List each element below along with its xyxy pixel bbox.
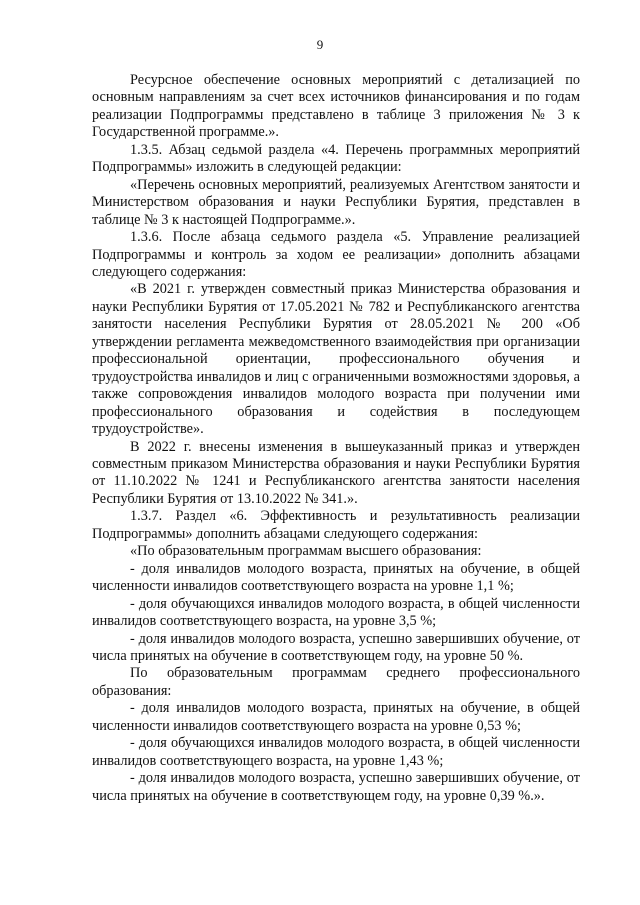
paragraph: Ресурсное обеспечение основных мероприятий с детализацией по основным направлениям за счет всех источников финансирования и по годам реализации Подпрограммы представлено в таблице 3 приложения № 3 к Государственной программе.». bbox=[92, 72, 580, 141]
list-item: - доля инвалидов молодого возраста, успешно завершивших обучение, от числа принятых на обучение в соответствующем году, на уровне 50 %. bbox=[92, 630, 580, 664]
paragraph: «В 2021 г. утвержден совместный приказ Министерства образования и науки Республики Бурятия от 17.05.2021 № 782 и Республиканского агентства занятости населения Республики Бурятия от 28.05.2021 № 200 «Об утверждении регламента межведомственного взаимодействия при организации профессиональной ориентации, профессионального обучения и трудоустройства инвалидов и лиц с ограниченными возможностями здоровья, а также сопровождения инвалидов молодого возраста при получении ими профессионального образования и содействия в последующем трудоустройстве». bbox=[92, 281, 580, 438]
list-item: - доля инвалидов молодого возраста, успешно завершивших обучение, от числа принятых на обучение в соответствующем году, на уровне 0,39 %.». bbox=[92, 770, 580, 804]
paragraph: 1.3.5. Абзац седьмой раздела «4. Перечень программных мероприятий Подпрограммы» изложить в следующей редакции: bbox=[92, 141, 580, 176]
paragraph: «Перечень основных мероприятий, реализуемых Агентством занятости и Министерством образования и науки Республики Бурятия, представлен в таблице № 3 к настоящей Подпрограмме.». bbox=[92, 176, 580, 228]
list-item: - доля обучающихся инвалидов молодого возраста, в общей численности инвалидов соответствующего возраста, на уровне 3,5 %; bbox=[92, 595, 580, 630]
list-item: - доля инвалидов молодого возраста, принятых на обучение, в общей численности инвалидов соответствующего возраста на уровне 1,1 %; bbox=[92, 560, 580, 595]
list-item: - доля обучающихся инвалидов молодого возраста, в общей численности инвалидов соответствующего возраста, на уровне 1,43 %; bbox=[92, 735, 580, 769]
paragraph: «По образовательным программам высшего образования: bbox=[130, 543, 482, 560]
paragraph: 1.3.6. После абзаца седьмого раздела «5. Управление реализацией Подпрограммы и контроль за ходом ее реализации» дополнить абзацами следующего содержания: bbox=[92, 229, 580, 280]
paragraph: В 2022 г. внесены изменения в вышеуказанный приказ и утвержден совместным приказом Министерства образования и науки Республики Бурятия от 11.10.2022 № 1241 и Республиканского агентства занятости населения Республики Бурятия от 13.10.2022 № 341.». bbox=[92, 438, 580, 507]
paragraph: По образовательным программам среднего профессионального образования: bbox=[92, 665, 580, 699]
document-body bbox=[92, 72, 580, 805]
paragraph: 1.3.7. Раздел «6. Эффективность и результативность реализации Подпрограммы» дополнить абзацами следующего содержания: bbox=[92, 508, 580, 542]
list-item: - доля инвалидов молодого возраста, принятых на обучение, в общей численности инвалидов соответствующего возраста на уровне 0,53 %; bbox=[92, 700, 580, 734]
page-number: 9 bbox=[316, 37, 324, 52]
